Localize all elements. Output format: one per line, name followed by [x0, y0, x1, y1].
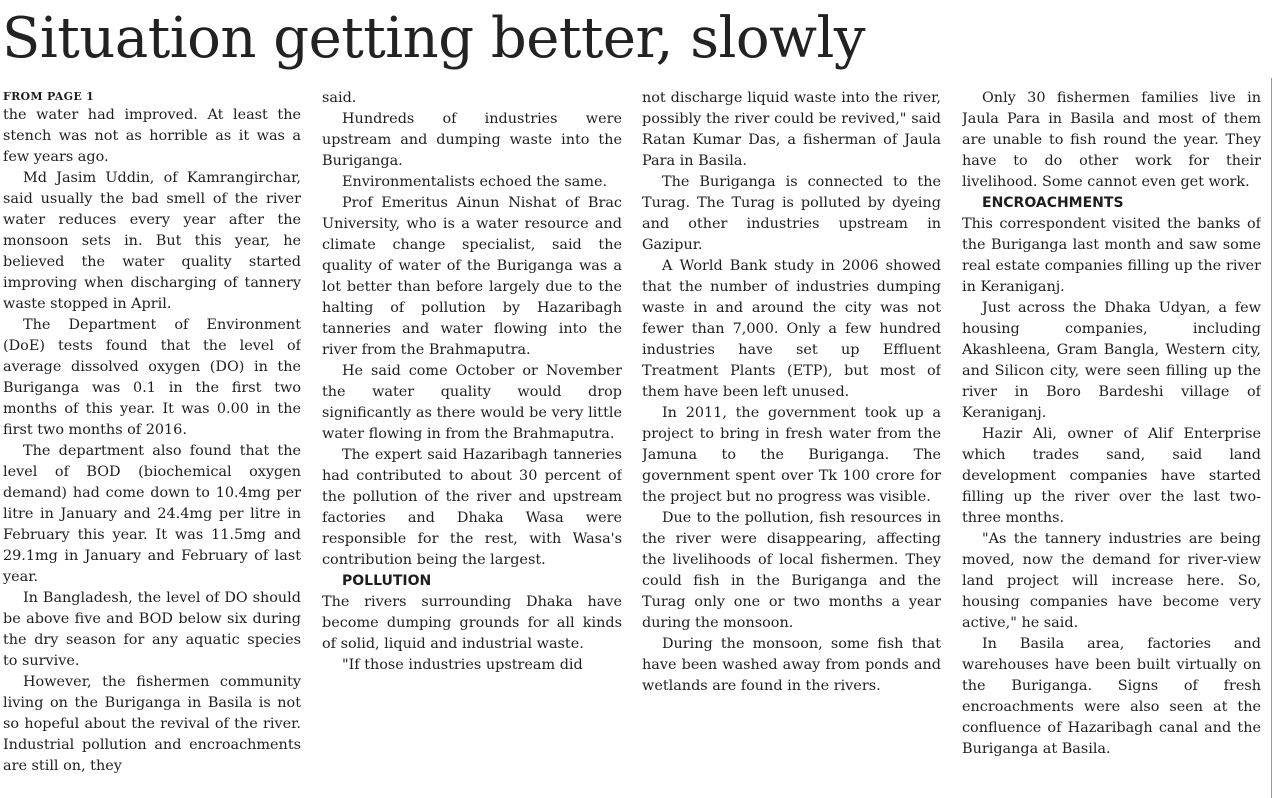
section-subhead-pollution: POLLUTION [342, 573, 432, 589]
article-column-3 [642, 88, 941, 796]
paragraph: Hazir Ali, owner of Alif Enterprise which trades sand, said land development companies have started filling up the river over the last two-three months. [962, 426, 1261, 526]
paragraph: The department also found that the level of BOD (biochemical oxygen demand) had come down to 10.4mg per litre in January and 24.4mg per litre in February this year. It was 11.5mg and 29.1mg in January and February of last year. [3, 443, 301, 585]
paragraph: Md Jasim Uddin, of Kamrangirchar, said usually the bad smell of the river water reduces every year after the monsoon sets in. But this year, he believed the water quality started improving when discharging of tannery waste stopped in April. [3, 170, 301, 312]
paragraph: The Department of Environment (DoE) tests found that the level of average dissolved oxygen (DO) in the Buriganga was 0.1 in the first two months of this year. It was 0.00 in the first two months of 2016. [3, 317, 301, 438]
paragraph: However, the fishermen community living on the Buriganga in Basila is not so hopeful about the revival of the river. Industrial pollution and encroachments are still on, they [3, 674, 301, 774]
paragraph: A World Bank study in 2006 showed that the number of industries dumping waste in and around the city was not fewer than 7,000. Only a few hundred industries have set up Effluent Treatment Plants (ETP), but most of them have been left unused. [642, 258, 941, 400]
paragraph: The Buriganga is connected to the Turag. The Turag is polluted by dyeing and other industries upstream in Gazipur. [642, 174, 941, 253]
paragraph: said. [322, 90, 357, 106]
paragraph: The expert said Hazaribagh tanneries had contributed to about 30 percent of the pollution of the river and upstream factories and Dhaka Wasa were responsible for the rest, with Wasa's contribution being the largest. [322, 447, 622, 568]
paragraph: During the monsoon, some fish that have been washed away from ponds and wetlands are found in the rivers. [642, 636, 941, 694]
paragraph: In Basila area, factories and warehouses have been built virtually on the Buriganga. Signs of fresh encroachments were also seen at the confluence of Hazaribagh canal and the Buriganga at Basila. [962, 636, 1261, 757]
paragraph: This correspondent visited the banks of the Buriganga last month and saw some real estate companies filling up the river in Keraniganj. [962, 216, 1261, 295]
paragraph: In 2011, the government took up a project to bring in fresh water from the Jamuna to the Buriganga. The government spent over Tk 100 crore for the project but no progress was visible. [642, 405, 941, 505]
article-column-2 [322, 88, 622, 796]
column-rule [1271, 78, 1272, 798]
paragraph: "If those industries upstream did [342, 657, 583, 673]
headline: Situation getting better, slowly [2, 6, 866, 71]
paragraph: not discharge liquid waste into the river, possibly the river could be revived," said Ratan Kumar Das, a fisherman of Jaula Para in Basila. [642, 90, 941, 169]
paragraph: The rivers surrounding Dhaka have become dumping grounds for all kinds of solid, liquid and industrial waste. [322, 594, 622, 652]
paragraph: In Bangladesh, the level of DO should be above five and BOD below six during the dry season for any aquatic species to survive. [3, 590, 301, 669]
paragraph: Prof Emeritus Ainun Nishat of Brac University, who is a water resource and climate change specialist, said the quality of water of the Buriganga was a lot better than before largely due to the halting of pollution by Hazaribagh tanneries and water flowing into the river from the Brahmaputra. [322, 195, 622, 358]
article-column-4 [962, 88, 1261, 796]
paragraph: Hundreds of industries were upstream and dumping waste into the Buriganga. [322, 111, 622, 169]
paragraph: Environmentalists echoed the same. [342, 174, 608, 190]
paragraph: He said come October or November the water quality would drop significantly as there would be very little water flowing in from the Brahmaputra. [322, 363, 622, 442]
paragraph: "As the tannery industries are being moved, now the demand for river-view land project will increase here. So, housing companies have become very active," he said. [962, 531, 1261, 631]
paragraph: Just across the Dhaka Udyan, a few housing companies, including Akashleena, Gram Bangla, Western city, and Silicon city, were seen filling up the river in Boro Bardeshi village of Keraniganj. [962, 300, 1261, 421]
continuation-label: FROM PAGE 1 [3, 90, 95, 103]
paragraph: Due to the pollution, fish resources in the river were disappearing, affecting the livelihoods of local fishermen. They could fish in the Buriganga and the Turag only one or two months a year during the monsoon. [642, 510, 941, 631]
article-column-1 [3, 88, 301, 796]
paragraph: the water had improved. At least the stench was not as horrible as it was a few years ago. [3, 107, 301, 165]
section-subhead-encroachments: ENCROACHMENTS [982, 195, 1124, 211]
paragraph: Only 30 fishermen families live in Jaula Para in Basila and most of them are unable to fish round the year. They have to do other work for their livelihood. Some cannot even get work. [962, 90, 1261, 190]
